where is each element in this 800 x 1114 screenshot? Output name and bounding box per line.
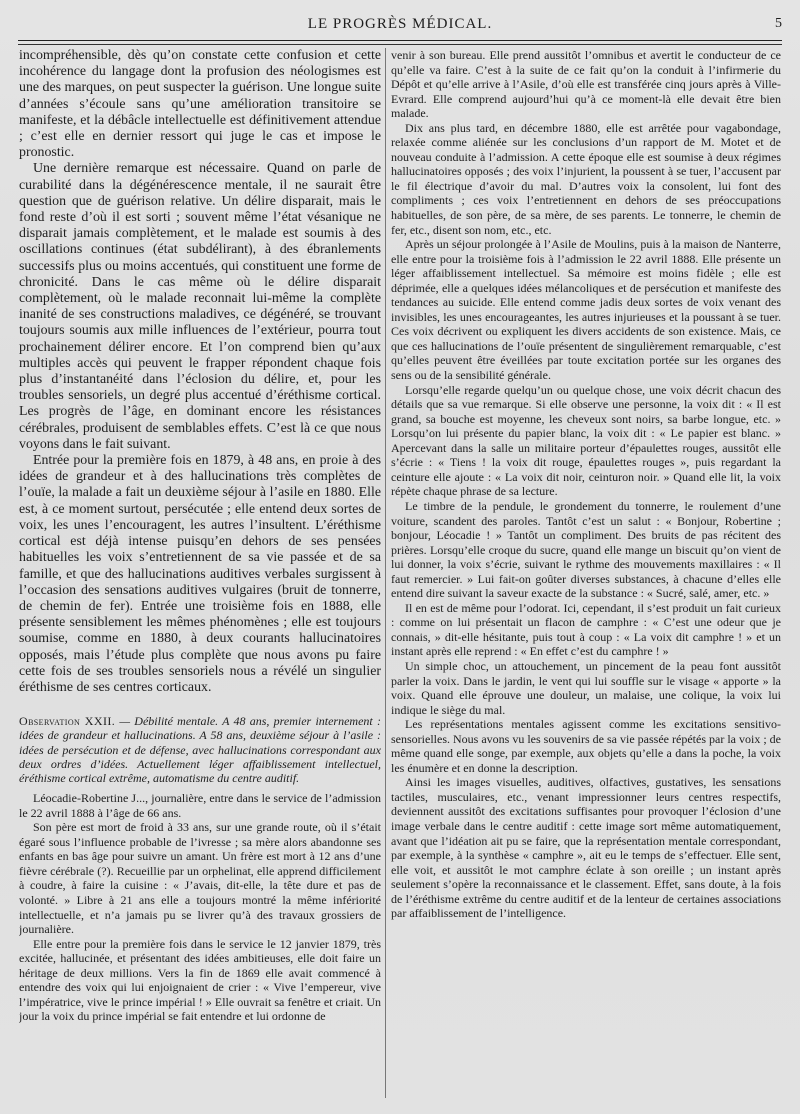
paragraph: incompréhensible, dès qu’on constate cette confusion et cette incohérence du langage dont la profusion des néologismes est une des marques, on peut suspecter la guérison. Une longue suite d’années s’écoule sans qu’une amélioration transitoire se manifeste, et la débâcle intellectuelle est définitivement attendue ; c’est elle en dernier ressort qui juge le cas et impose le pronostic. [19,48,381,161]
case-text [19,791,381,1024]
paragraph: Une dernière remarque est nécessaire. Quand on parle de curabilité dans la dégénérescence mentale, il ne saurait être question que de guérison relative. Un délire disparait, mais le fond reste d’où il est sorti ; souvent même l’état vésanique ne disparait jamais complètement, et le malade est soumis à des oscillations continues (état subdélirant), à des ébranlements successifs plus ou moins accentués, qui constituent une forme de chronicité. Dans le cas même où le délire disparait complètement, où le malade reconnait lui-même la complète inanité de ses constructions maladives, ce dégénéré, se trouvant toujours soumis aux mille influences de l’extérieur, pourra tout prochainement délirer encore. Et l’on comprend bien qu’aux multiples accès qui peuvent le frapper répondent chaque fois plus d’instantanéité dans l’éclosion du délire, et, pour les troubles sensoriels, un degré plus accentué d’éréthisme cortical. Les progrès de l’âge, en dominant encore les résistances cérébrales, produisent de semblables effets. C’est là ce que nous voyons dans le fait suivant. [19,161,381,452]
paragraph: Dix ans plus tard, en décembre 1880, elle est arrêtée pour vagabondage, relaxée comme aliénée sur les conclusions d’un rapport de M. Motet et de nouveau conduite à l’admission. A cette époque elle est soumise à deux régimes hallucinatoires opposés ; des voix l’injurient, la poussent à se tuer, l’accusent par le fil électrique d’avoir du mal. D’autres voix la consolent, lui font des compliments ; ces voix l’entretiennent en dehors de ses préoccupations habituelles, de son père, de sa mère, de ses parents. Le tonnerre, le chemin de fer, etc., disent son nom, etc., etc. [391,120,781,237]
paragraph: Elle entre pour la première fois dans le service le 12 janvier 1879, très excitée, hallucinée, et présentant des idées ambitieuses, elle doit faire un héritage de deux millions. Vers la fin de 1869 elle avait commencé à entendre des voix qui lui enjoignaient de crier : « Vive l’empereur, vive l’impératrice, vive le prince impérial ! » Elle ouvrait sa fenêtre et criait. Un jour la voix du prince impérial se fait entendre et lui ordonne de [19,936,381,1024]
paragraph: Ainsi les images visuelles, auditives, olfactives, gustatives, les sensations tactiles, musculaires, etc., venant impressionner leurs centres respectifs, deviennent aussitôt des excitations suffisantes pour provoquer l’éclosion d’une image verbale dans le centre auditif : cette image sort même automatiquement, avant que l’idéation ait pu se faire, que la représentation mentale correspondant, par exemple, à la synthèse « camphre », ait eu le temps de s’effectuer. Elle sent, elle voit, et aussitôt le mot camphre éclate à son oreille ; un instant après seulement s’opère la reconnaissance et le classement. Effet, sans doute, à la fois de l’éréthisme extrême du centre auditif et de la lenteur de certaines associations par affaiblissement de l’intelligence. [391,775,781,921]
paragraph: Après un séjour prolongée à l’Asile de Moulins, puis à la maison de Nanterre, elle entre pour la troisième fois à l’admission le 22 avril 1888. Elle présente un léger affaiblissement intellectuel. Sa mémoire est moins fidèle ; elle est déprimée, elle a quelques idées mélancoliques et de persécution et manifeste des tendances au suicide. Elle entend comme jadis deux sortes de voix venant des invisibles, les unes encourageantes, les autres injurieuses et la poussant à se tuer. Ces voix décrivent ou expliquent les divers accidents de son existence. Mais, ce que ces hallucinations de l’ouïe présentent de singulièrement remarquable, c’est qu’elles peuvent être éveillées par toute excitation portée sur les organes des sens ou de la sensibilité générale. [391,237,781,383]
paragraph: Un simple choc, un attouchement, un pincement de la peau font aussitôt parler la voix. Dans le jardin, le vent qui lui souffle sur le visage « apporte » la voix. Quand elle éprouve une douleur, un malaise, une colique, la voix lui indique le siège du mal. [391,658,781,717]
paragraph: Léocadie-Robertine J..., journalière, entre dans le service de l’admission le 22 avril 1888 à l’âge de 66 ans. [19,791,381,820]
paragraph: Son père est mort de froid à 33 ans, sur une grande route, où il s’était égaré sous l’influence probable de l’ivresse ; sa mère alors abandonne ses enfants en bas âge pour suivre un amant. Un frère est mort à 12 ans d’une fièvre cérébrale (?). Recueillie par un orphelinat, elle apprend difficilement à coudre, à faire la cuisine : « J’avais, dit-elle, la tête dure et pas de volonté. » Libre à 21 ans elle a toujours montré la même infériorité intellectuelle, et n’a jamais pu se livrer qu’à des travaux grossiers de journalière. [19,820,381,937]
header-rule-thin [18,44,782,45]
paragraph: venir à son bureau. Elle prend aussitôt l’omnibus et avertit le conducteur de ce qu’elle va faire. C’est à la suite de ce fait qu’on la conduit à l’infirmerie du Dépôt et qu’elle arrive à l’Asile, d’où elle est transférée cinq jours après à Ville-Evrard. Elle comprend aujourd’hui qu’à ce moment-là elle devait être bien malade. [391,48,781,121]
paragraph: Lorsqu’elle regarde quelqu’un ou quelque chose, une voix décrit chacun des détails que sa vue remarque. Si elle observe une personne, la voix dit : « Il est grand, sa bouche est moyenne, les cheveux sont noirs, sa barbe longue, etc. » Lorsqu’on lui présente du papier blanc, la voix dit : « Le papier est blanc. » Apercevant dans la salle un militaire porteur d’épaulettes rouges, aussitôt elle s’écrie : « Tiens ! la voix dit rouge, épaulettes rouges », puis regardant la ceinture elle ajoute : « La voix dit noir, ceinturon noir. » Quand elle lit, la voix répète chaque phrase de sa lecture. [391,382,781,499]
paragraph: Le timbre de la pendule, le grondement du tonnerre, le roulement d’une voiture, scandent des paroles. Tantôt c’est un salut : « Bonjour, Robertine ; bonjour, Léocadie ! » Tantôt un compliment. Des bruits de pas récitent des prières. Lorsqu’elle croque du sucre, quand elle mange un biscuit qu’on vient de lui donner, la voix s’écrie, suivant le rythme des mouvements maxillaires : « Il faut remercier. » Lui fait-on goûter diverses substances, à chacune d’elles elle entend dire suivant la saveur exacte de la substance : « Sucré, salé, amer, etc. » [391,498,781,601]
observation-summary: — Débilité mentale. A 48 ans, premier internement : idées de grandeur et hallucinations. A 58 ans, deuxième séjour à l’asile : idées de persécution et de défense, avec hallucinations correspondant aux deux ordres d’idées. Actuellement léger affaiblissement intellectuel, éréthisme cortical extrême, automatisme du centre auditif. [19,714,381,785]
right-column [391,48,781,1098]
left-column [19,48,381,1098]
observation-heading [19,714,381,785]
page-number: 5 [775,16,782,31]
journal-title: LE PROGRÈS MÉDICAL. [307,16,493,32]
paragraph: Il en est de même pour l’odorat. Ici, cependant, il s’est produit un fait curieux : comme on lui présentait un flacon de camphre : « C’est une odeur que je connais, » dit-elle hésitante, puis tout à coup : « La voix dit camphre ! » et un instant après elle reprend : « En effet c’est du camphre ! » [391,600,781,659]
observation-label: Observation XXII. [19,714,116,729]
body-text-large [19,48,381,696]
header-rule-thick [18,40,782,41]
paragraph: Les représentations mentales agissent comme les excitations sensitivo-sensorielles. Nous avons vu les souvenirs de sa vie passée répétés par la voix ; de même quand elle songe, par exemple, aux objets qu’elle a dans la poche, la voix les énumère et en donne la description. [391,717,781,775]
running-header [18,16,782,38]
column-divider [385,48,386,1098]
paragraph: Entrée pour la première fois en 1879, à 48 ans, en proie à des idées de grandeur et à des hallucinations très complètes de l’ouïe, la malade a fait un deuxième séjour à l’asile en 1880. Elle est, à ce moment surtout, persécutée ; elle entend deux sortes de voix, les unes l’encouragent, les autres l’insultent. L’éréthisme cortical est déjà intense puisqu’en dehors de ses pensées habituelles les voix s’entretiennent de sa vie passée et de sa famille, et que des hallucinations auditives verbales surgissent à l’occasion des sensations auditives vulgaires (bruit de tonnerre, de chemin de fer). Entrée une troisième fois en 1888, elle présente sensiblement les mêmes phénomènes ; elle est toujours soumise, comme en 1880, à deux courants hallucinatoires opposés, mais l’étude plus complète que nous avons pu faire cette fois de ses troubles sensoriels nous a révélé un singulier éréthisme de ses centres corticaux. [19,453,381,695]
